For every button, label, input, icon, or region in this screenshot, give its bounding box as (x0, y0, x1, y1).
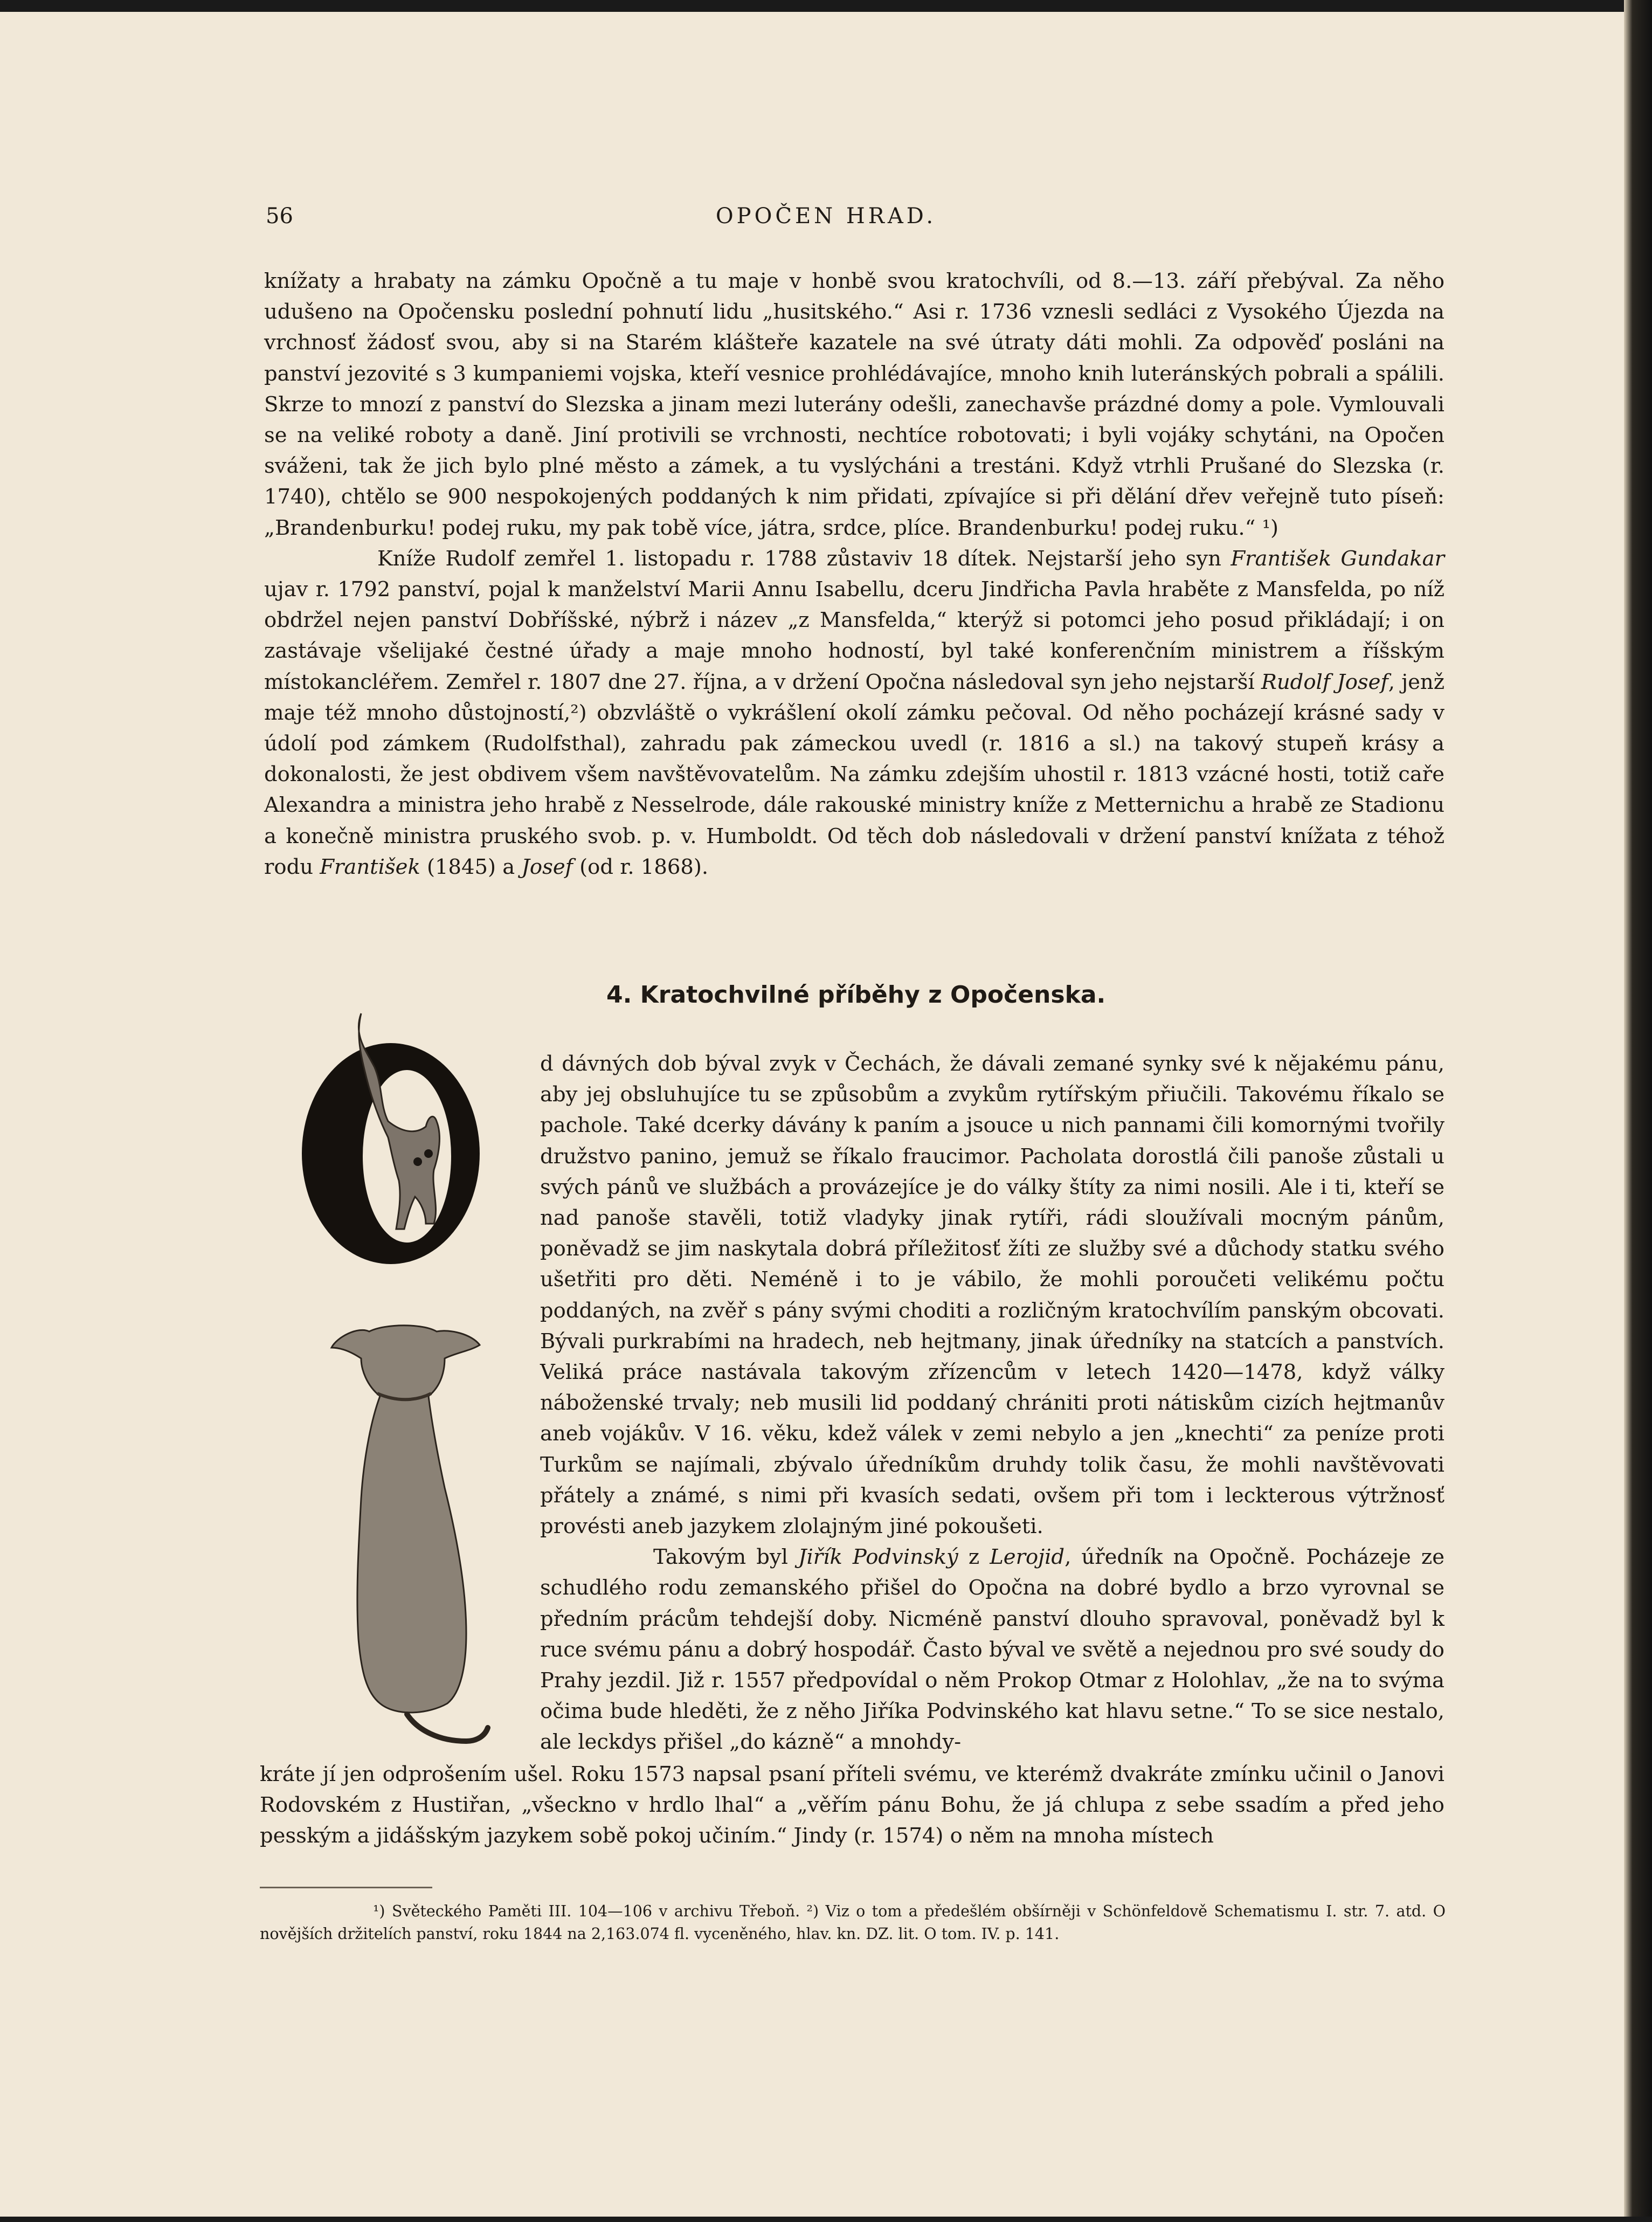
scan-binding-edge (1624, 0, 1652, 2222)
person-name: Jiřík Podvinský (798, 1545, 958, 1570)
place-name: Lerojid (990, 1545, 1065, 1570)
footnotes (260, 1900, 1446, 1945)
footnote-text: ¹) Světeckého Paměti III. 104—106 v archivu Třeboň. ²) Viz o tom a předešlém obšírněji v Schönfeldově Schematismu I. str. 7. atd. O novějších držitelích panství, roku 1844 na 2,163.074 fl. vyceněného, hlav. kn. DZ. lit. O tom. IV. p. 141. (260, 1902, 1446, 1943)
drop-cap-illustration (272, 992, 526, 1272)
person-name: František (320, 854, 420, 879)
paragraph-rudolf (264, 543, 1444, 882)
dog-illustration (315, 1315, 493, 1752)
text-run: Kníže Rudolf zemřel 1. listopadu r. 1788 zůstaviv 18 dítek. Nejstarší jeho syn (377, 546, 1231, 571)
text-block-bottom (260, 1759, 1444, 1852)
person-name: František Gundakar (1231, 546, 1444, 571)
footnote-rule (260, 1887, 432, 1888)
text-run: , jenž maje též mnoho důstojností,²) obzvláště o vykrášlení okolí zámku pečoval. Od něho pocházejí krásné sady v údolí pod zámkem (Rudolfsthal), zahradu pak zámeckou uvedl (r. 1816 a sl.) na takový stupeň krásy a dokonalosti, že jest obdivem všem navštěvovatelům. Na zámku zdejším uhostil r. 1813 vzácné hosti, totiž caře Alexandra a ministra jeho hrabě z Nesselrode, dále rakouské ministry kníže z Metternichu a hrabě ze Stadionu a konečně ministra pruského svob. p. v. Humboldt. Od těch dob následovali v držení panství knížata z téhož rodu (264, 670, 1445, 879)
text-run: (od r. 1868). (572, 854, 709, 879)
scan-bottom-edge (0, 2217, 1652, 2222)
drop-cap-letter: O (275, 1013, 277, 1014)
page-number: 56 (266, 204, 293, 229)
paragraph-podvinsky-start (540, 1542, 1444, 1757)
text-run: (1845) a (420, 854, 522, 879)
person-name: Rudolf Josef (1261, 670, 1388, 694)
text-block-dropcap (540, 1048, 1444, 1758)
section-heading: 4. Kratochvilné příběhy z Opočenska. (606, 981, 1106, 1009)
person-name: Josef (521, 854, 573, 879)
paragraph-podvinsky-cont: kráte jí jen odprošením ušel. Roku 1573 napsal psaní příteli svému, ve kterémž dvakráte zmínku učinil o Janovi Rodovském z Hustiřan, „všeckno v hrdlo lhal“ a „věřím pánu Bohu, že já chlupa z sebe ssadím a před jeho pesským a jidášským jazykem sobě pokoj učiním.“ Jindy (r. 1574) o něm na mnoha místech (260, 1762, 1444, 1848)
text-block-top (264, 266, 1444, 882)
text-run: Takovým byl (653, 1545, 799, 1570)
text-run: z (958, 1545, 990, 1570)
scan-top-edge (0, 0, 1652, 12)
running-head: OPOČEN HRAD. (715, 204, 937, 229)
text-run: ujav r. 1792 panství, pojal k manželství Marii Annu Isabellu, dceru Jindřicha Pavla hraběte z Mansfelda, po níž obdržel nejen panství Dobříšské, nýbrž i název „z Mansfelda,“ kterýž si potomci jeho posud přikládají; i on zastávaje všelijaké čestné úřady a maje mnoho hodností, byl také konferenčním ministrem a říšským místokancléřem. Zemřel r. 1807 dne 27. října, a v držení Opočna následoval syn jeho nejstarší (264, 577, 1444, 694)
text-run: , úředník na Opočně. Pocházeje ze schudlého rodu zemanského přišel do Opočna na dobré bydlo a brzo vyrovnal se předním prácům tehdejší doby. Nicméně panství dlouho spravoval, poněvadž byl k ruce svému pánu a dobrý hospodář. Často býval ve světě a nejednou pro své soudy do Prahy jezdil. Již r. 1557 předpovídal o něm Prokop Otmar z Holohlav, „že na to svýma očima bude hleděti, že z něho Jiříka Podvinského kat hlavu setne.“ To se sice nestalo, ale leckdys přišel „do kázně“ a mnohdy- (540, 1545, 1444, 1755)
paragraph-continuation: knížaty a hrabaty na zámku Opočně a tu maje v honbě svou kratochvíli, od 8.—13. září přebýval. Za něho udušeno na Opočensku poslední pohnutí lidu „husitského.“ Asi r. 1736 vznesli sedláci z Vysokého Újezda na vrchnosť žádosť svou, aby si na Starém klášteře kazatele na své útraty dáti mohli. Za odpověď posláni na panství jezovité s 3 kumpaniemi vojska, kteří vesnice prohlédávajíce, mnoho knih luteránských pobrali a spálili. Skrze to mnozí z panství do Slezska a jinam mezi luterány odešli, zanechavše prázdné domy a pole. Vymlouvali se na veliké roboty a daně. Jiní protivili se vrchnosti, nechtíce robotovati; i byli vojáky schytáni, na Opočen sváženi, tak že jich bylo plné město a zámek, a tu vyslýcháni a trestáni. Když vtrhli Prušané do Slezska (r. 1740), chtělo se 900 nespokojených poddaných k nim přidati, zpívajíce si při dělání dřev veřejně tuto píseň: „Brandenburku! podej ruku, my pak tobě více, játra, srdce, plíce. Brandenburku! podej ruku.“ ¹) (264, 269, 1444, 540)
dog-icon (331, 1326, 488, 1741)
paragraph-dropcap: d dávných dob býval zvyk v Čechách, že dávali zemané synky své k nějakému pánu, aby jej obsluhujíce tu se způsobům a zvykům rytířským přiučili. Takovému říkalo se pachole. Také dcerky dávány k paním a jsouce u nich pannami čili komornými tvořily družstvo panino, jemuž se říkalo fraucimor. Pacholata dorostlá čili panoše zůstali u svých pánů ve službách a provázejíce je do války štíty za nimi nosili. Ale i ti, kteří se nad panoše stavěli, totiž vladyky jinak rytíři, rádi sloužívali mocným pánům, poněvadž se jim naskytala dobrá příležitosť žíti ze služby své a důchody statku svého ušetřiti pro děti. Neméně i to je vábilo, že mohli poroučeti velikému počtu poddaných, na zvěř s pány svými choditi a rozličným kratochvílím panským obcovati. Bývali purkrabími na hradech, neb hejtmany, jinak úředníky na statcích a panstvích. Veliká práce nastávala takovým zřízencům v letech 1420—1478, když války náboženské trvaly; neb musili lid poddaný chrániti proti nátiskům cizích hejtmanův aneb vojákův. V 16. věku, kdež válek v zemi nebylo a jen „knechti“ za peníze proti Turkům se najímali, zbývalo úředníkům druhdy tolik času, že mohli navštěvovati přátely a známé, s nimi při kvasích sedati, ovšem při tom i leckterous výtržnosť provésti aneb jazykem zlolajným jiné pokoušeti. (540, 1052, 1444, 1539)
